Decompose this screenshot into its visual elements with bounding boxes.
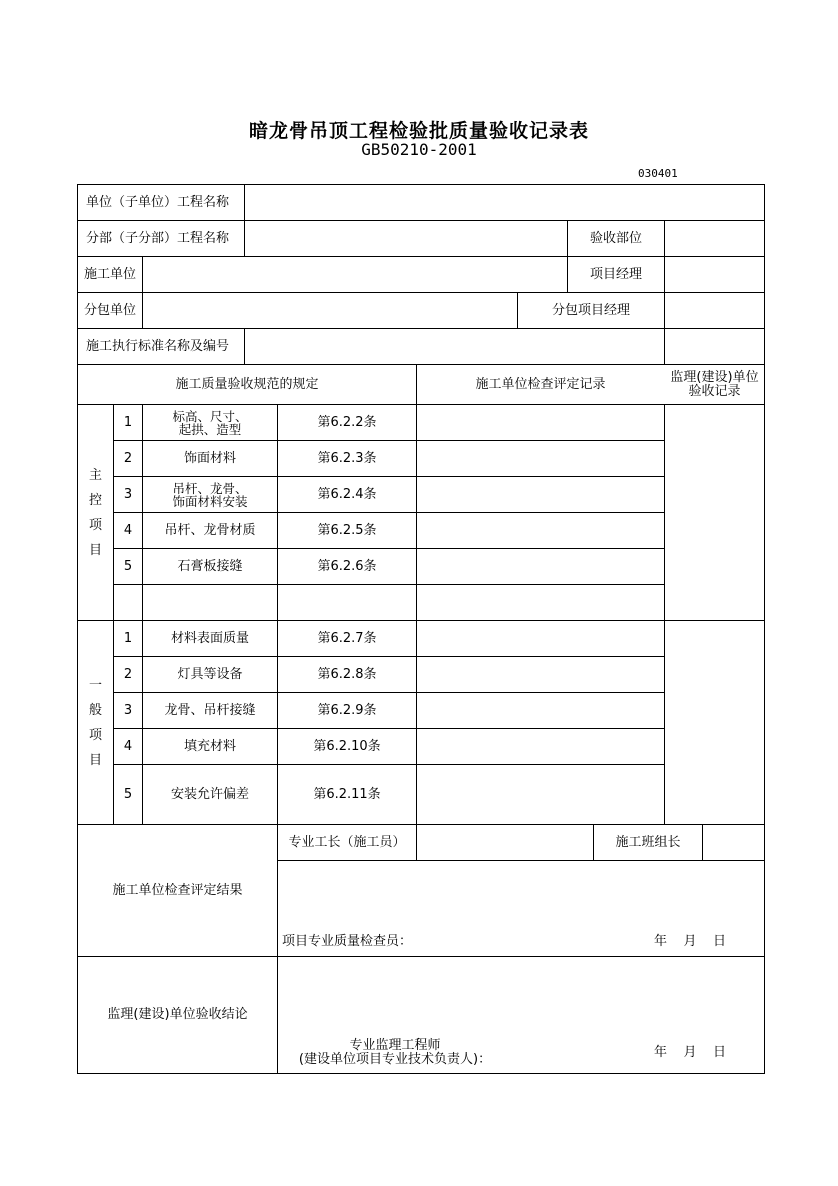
item-name-line2: 饰面材料安装 (172, 493, 248, 509)
item-clause: 第6.2.5条 (317, 522, 377, 538)
supervisor-column-header (665, 365, 764, 404)
foreman-field[interactable] (417, 825, 593, 860)
item-name: 饰面材料 (183, 450, 236, 466)
foreman-label: 专业工长（施工员） (288, 834, 406, 850)
item-no: 3 (123, 702, 133, 718)
item-no: 3 (123, 486, 133, 502)
item-clause: 第6.2.8条 (317, 666, 377, 682)
item-name: 石膏板接缝 (177, 558, 243, 574)
unit-name-label: 单位（子单位）工程名称 (86, 194, 230, 210)
main-control-char: 控 (88, 492, 102, 508)
item-record-field[interactable] (417, 477, 664, 512)
item-record-field[interactable] (417, 693, 664, 728)
exec-std-field[interactable] (245, 329, 764, 364)
engineer-label (280, 1038, 510, 1068)
item-clause: 第6.2.2条 (317, 414, 377, 430)
item-no: 1 (123, 630, 133, 646)
check-record-column-header: 施工单位检查评定记录 (475, 376, 606, 392)
conclusion-label: 监理(建设)单位验收结论 (107, 1007, 248, 1022)
supervisor-header-line2: 验收记录 (688, 383, 741, 399)
item-name-line1: 吊杆、龙骨、 (172, 480, 248, 496)
item-record-field[interactable] (417, 549, 664, 584)
item-name: 安装允许偏差 (170, 786, 249, 802)
result-date: 年 月 日 (653, 934, 727, 949)
item-name: 填充材料 (183, 738, 236, 754)
item-record-field[interactable] (417, 621, 664, 656)
item-name: 材料表面质量 (170, 630, 249, 646)
item-record-field[interactable] (417, 765, 664, 824)
item-name-line2: 起拱、造型 (178, 421, 242, 437)
result-label: 施工单位检查评定结果 (112, 882, 243, 898)
general-char: 目 (88, 752, 102, 768)
result-content-field[interactable] (278, 861, 764, 931)
sub-pm-field[interactable] (665, 293, 764, 328)
inspector-label: 项目专业质量检查员： (282, 934, 413, 949)
item-no: 1 (123, 414, 133, 430)
accept-part-field[interactable] (665, 221, 764, 256)
construct-unit-label: 施工单位 (84, 266, 137, 282)
item-name: 吊杆、龙骨材质 (164, 522, 256, 538)
item-record-field[interactable] (417, 513, 664, 548)
sub-pm-label: 分包项目经理 (551, 302, 630, 318)
item-clause: 第6.2.7条 (317, 630, 377, 646)
general-supervisor-field[interactable] (665, 621, 764, 824)
item-name-line1: 标高、尺寸、 (172, 408, 248, 424)
accept-part-label: 验收部位 (589, 230, 642, 246)
sub-unit-field[interactable] (143, 293, 517, 328)
construct-unit-field[interactable] (143, 257, 567, 292)
item-record-field[interactable] (417, 405, 664, 440)
pm-label: 项目经理 (589, 266, 642, 282)
item-clause: 第6.2.6条 (317, 558, 377, 574)
team-leader-label: 施工班组长 (615, 834, 681, 850)
general-label (78, 621, 113, 824)
item-no: 4 (123, 522, 133, 538)
unit-name-field[interactable] (245, 185, 764, 220)
item-clause: 第6.2.3条 (317, 450, 377, 466)
item-no: 5 (123, 558, 133, 574)
main-control-char: 项 (88, 517, 102, 533)
item-clause: 第6.2.10条 (313, 738, 381, 754)
main-control-label (78, 405, 113, 620)
spec-column-header: 施工质量验收规范的规定 (175, 376, 319, 392)
engineer-label-line2: (建设单位项目专业技术负责人)： (298, 1052, 492, 1067)
item-name (143, 405, 277, 440)
item-name: 龙骨、吊杆接缝 (164, 702, 256, 718)
general-char: 项 (88, 727, 102, 743)
sub-name-label: 分部（子分部）工程名称 (86, 230, 230, 246)
conclusion-content-field[interactable] (278, 957, 764, 1037)
item-name: 灯具等设备 (177, 666, 243, 682)
item-record-field[interactable] (417, 729, 664, 764)
item-name (143, 477, 277, 512)
form-code: 030401 (638, 167, 678, 180)
sub-name-field[interactable] (245, 221, 567, 256)
item-no: 5 (123, 786, 133, 802)
exec-std-label: 施工执行标准名称及编号 (86, 338, 230, 354)
supervisor-header-line1: 监理(建设)单位 (670, 369, 759, 385)
item-no: 2 (123, 450, 133, 466)
item-no: 4 (123, 738, 133, 754)
standard-code: GB50210-2001 (361, 140, 477, 159)
team-leader-field[interactable] (703, 825, 764, 860)
main-control-char: 目 (88, 542, 102, 558)
item-no: 2 (123, 666, 133, 682)
conclusion-date: 年 月 日 (653, 1045, 727, 1060)
general-char: 一 (88, 677, 102, 693)
item-clause: 第6.2.4条 (317, 486, 377, 502)
engineer-label-line1: 专业监理工程师 (349, 1038, 441, 1053)
main-control-supervisor-field[interactable] (665, 405, 764, 620)
item-record-field[interactable] (417, 657, 664, 692)
item-clause: 第6.2.9条 (317, 702, 377, 718)
pm-field[interactable] (665, 257, 764, 292)
item-clause: 第6.2.11条 (313, 786, 381, 802)
sub-unit-label: 分包单位 (84, 302, 137, 318)
item-record-field[interactable] (417, 441, 664, 476)
general-char: 般 (88, 702, 102, 718)
form-title: 暗龙骨吊顶工程检验批质量验收记录表 (248, 120, 589, 142)
main-control-char: 主 (88, 467, 102, 483)
